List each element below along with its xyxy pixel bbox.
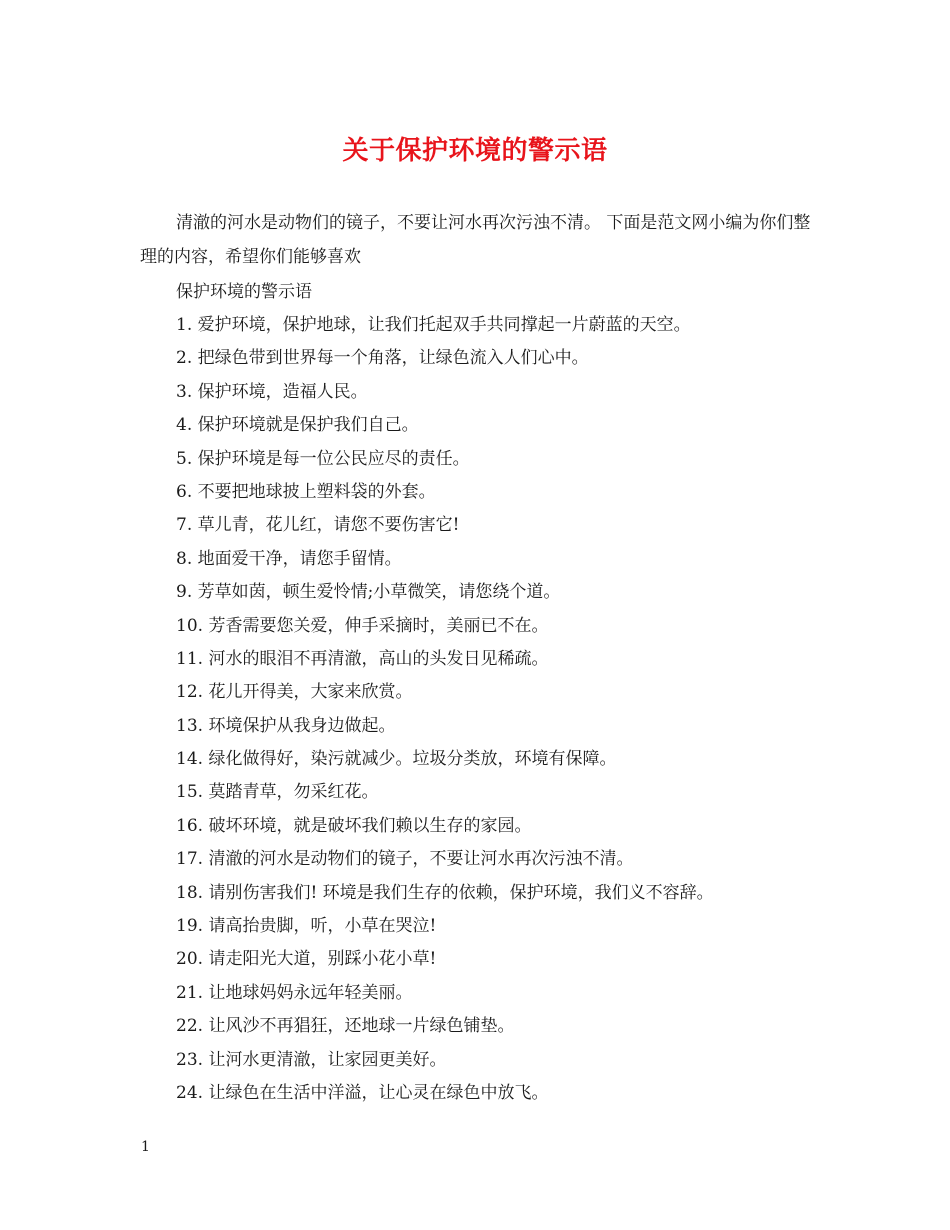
list-item: 17. 清澈的河水是动物们的镜子，不要让河水再次污浊不清。 (176, 849, 634, 870)
list-item: 2. 把绿色带到世界每一个角落，让绿色流入人们心中。 (176, 348, 589, 369)
list-item: 6. 不要把地球披上塑料袋的外套。 (176, 481, 436, 502)
list-item: 8. 地面爱干净，请您手留情。 (176, 548, 402, 569)
list-item: 13. 环境保护从我身边做起。 (176, 715, 396, 736)
list-item: 22. 让风沙不再猖狂，还地球一片绿色铺垫。 (176, 1016, 515, 1037)
list-item: 12. 花儿开得美，大家来欣赏。 (176, 682, 413, 703)
list-item: 24. 让绿色在生活中洋溢，让心灵在绿色中放飞。 (176, 1082, 549, 1103)
list-item: 9. 芳草如茵，顿生爱怜情;小草微笑，请您绕个道。 (176, 582, 561, 603)
list-item: 11. 河水的眼泪不再清澈，高山的头发日见稀疏。 (176, 648, 549, 669)
list-item: 4. 保护环境就是保护我们自己。 (176, 415, 419, 436)
list-item: 14. 绿化做得好，染污就减少。垃圾分类放，环境有保障。 (176, 749, 617, 770)
list-item: 18. 请别伤害我们! 环境是我们生存的依赖，保护环境，我们义不容辞。 (176, 882, 714, 903)
list-item: 16. 破坏环境，就是破坏我们赖以生存的家园。 (176, 815, 532, 836)
list-item: 15. 莫踏青草，勿采红花。 (176, 782, 379, 803)
list-item: 21. 让地球妈妈永远年轻美丽。 (176, 982, 413, 1003)
list-item: 20. 请走阳光大道，别踩小花小草! (176, 949, 437, 970)
list-item: 1. 爱护环境，保护地球，让我们托起双手共同撑起一片蔚蓝的天空。 (176, 315, 691, 335)
slogan-list (176, 313, 826, 1114)
list-item: 7. 草儿青，花儿红，请您不要伤害它! (176, 515, 460, 536)
list-heading: 保护环境的警示语 (176, 282, 312, 302)
list-item: 19. 请高抬贵脚，听，小草在哭泣! (176, 916, 437, 937)
list-item: 5. 保护环境是每一位公民应尽的责任。 (176, 448, 470, 469)
document-title: 关于保护环境的警示语 (342, 136, 608, 166)
list-item: 3. 保护环境，造福人民。 (176, 381, 368, 402)
list-item: 10. 芳香需要您关爱，伸手采摘时，美丽已不在。 (176, 615, 549, 636)
page-number: 1 (141, 1139, 150, 1155)
intro-paragraph: 清澈的河水是动物们的镜子，不要让河水再次污浊不清。 下面是范文网小编为你们整理的内容，希望你们能够喜欢 (140, 213, 811, 267)
list-item: 23. 让河水更清澈，让家园更美好。 (176, 1049, 447, 1070)
